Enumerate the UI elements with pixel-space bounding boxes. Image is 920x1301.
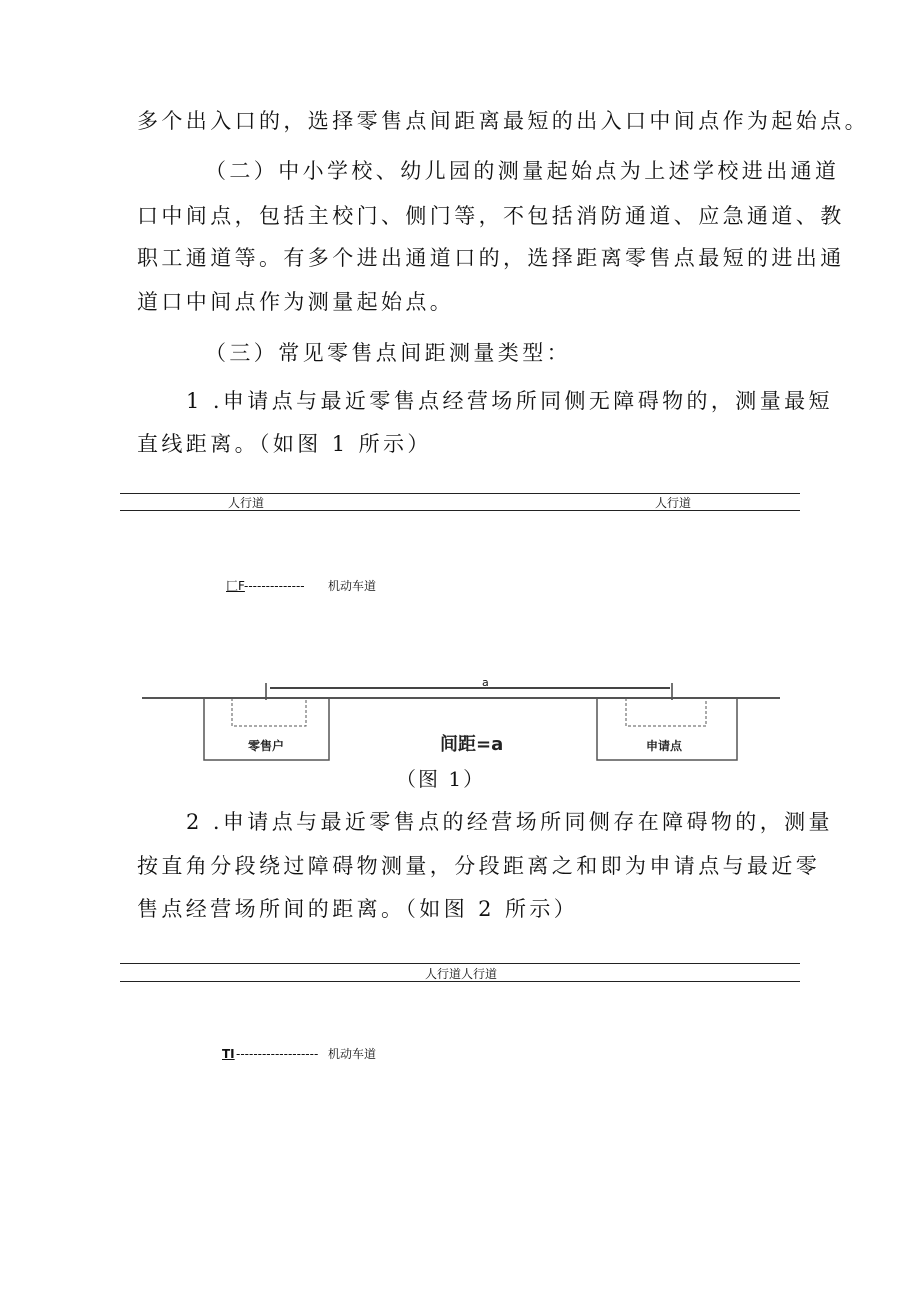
text-line-10: 按直角分段绕过障碍物测量，分段距离之和即为申请点与最近零: [137, 854, 821, 878]
fig2-lane-label: 机动车道: [328, 1047, 377, 1061]
gap-label: 间距=a: [440, 734, 504, 755]
lane-marker: 匚F: [226, 579, 245, 593]
text-line-9: 2 .申请点与最近零售点的经营场所同侧存在障碍物的，测量: [186, 810, 833, 834]
lane-dashes: --------------: [244, 579, 305, 593]
text-line-5: 道口中间点作为测量起始点。: [137, 290, 455, 314]
text-line-11: 售点经营场所间的距离。（如图 2 所示）: [137, 897, 579, 921]
retail-inner-dashed: [232, 698, 306, 726]
fig2-sidewalk-bottom-rule: [120, 981, 800, 982]
text-line-7: 1 .申请点与最近零售点经营场所同侧无障碍物的，测量最短: [186, 389, 833, 413]
fig2-lane-dashes: -------------------: [236, 1047, 319, 1061]
fig2-sidewalk-label: 人行道人行道: [425, 967, 498, 981]
text-line-3: 口中间点，包括主校门、侧门等，不包括消防通道、应急通道、教: [137, 204, 845, 228]
text-line-1: 多个出入口的，选择零售点间距离最短的出入口中间点作为起始点。: [137, 109, 869, 133]
text-line-2: （二）中小学校、幼儿园的测量起始点为上述学校进出通道: [205, 159, 840, 183]
fig2-lane-marker: TI: [222, 1047, 235, 1061]
lane-label: 机动车道: [328, 579, 377, 593]
text-line-4: 职工通道等。有多个进出通道口的，选择距离零售点最短的进出通: [137, 246, 845, 270]
text-line-8: 直线距离。（如图 1 所示）: [137, 432, 432, 456]
sidewalk-left-label: 人行道: [228, 496, 265, 510]
retail-label: 零售户: [248, 739, 285, 753]
figure-1-caption: （图 1）: [396, 767, 486, 791]
sidewalk-right-label: 人行道: [655, 496, 692, 510]
fig2-sidewalk-top-rule: [120, 963, 800, 964]
text-line-6: （三）常见零售点间距测量类型：: [205, 341, 571, 365]
applicant-inner-dashed: [626, 698, 706, 726]
applicant-label: 申请点: [646, 739, 683, 753]
distance-symbol: a: [482, 676, 489, 689]
